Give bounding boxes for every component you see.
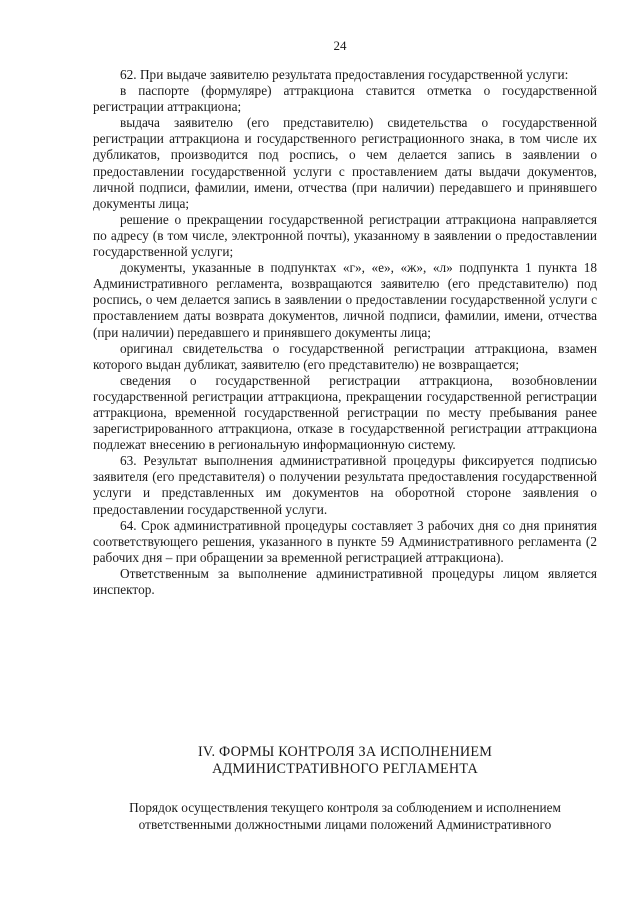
paragraph-62: 62. При выдаче заявителю результата предоставления государственной услуги:: [120, 67, 569, 82]
sub-heading-line-1: Порядок осуществления текущего контроля за соблюдением и исполнением: [129, 800, 561, 815]
sub-heading: [93, 800, 597, 833]
paragraph-original-certificate: оригинал свидетельства о государственной регистрации аттракциона, взамен которого выдан дубликат, заявителю (его представителю) не возвращается;: [93, 340, 597, 372]
paragraph-documents-return: документы, указанные в подпунктах «г», «е», «ж», «л» подпункта 1 пункта 18 Административного регламента, возвращаются заявителю (его представителю) под роспись, о чем делается запись в заявлении о предоставлении государственной услуги с проставлением даты возврата документов, личной подписи, фамилии, имени, отчества (при наличии) передавшего и принявшего документы лица;: [93, 260, 597, 340]
paragraph-63: 63. Результат выполнения административной процедуры фиксируется подписью заявителя (его представителя) о получении результата предоставления государственной услуги и представленных им документов на оборотной стороне заявления о предоставлении государственной услуги.: [93, 453, 597, 517]
paragraph-registration-info: сведения о государственной регистрации аттракциона, возобновлении государственной регистрации аттракциона, прекращении государственной регистрации аттракциона, временной государственной регистрации по месту пребывания ранее зарегистрированного аттракциона, отказе в государственной регистрации аттракциона подлежат внесению в региональную информационную систему.: [93, 372, 597, 453]
section-heading: [93, 744, 597, 778]
section-heading-line-2: АДМИНИСТРАТИВНОГО РЕГЛАМЕНТА: [212, 761, 478, 777]
section-heading-line-1: IV. ФОРМЫ КОНТРОЛЯ ЗА ИСПОЛНЕНИЕМ: [197, 744, 493, 760]
paragraph-passport-mark: в паспорте (формуляре) аттракциона ставится отметка о государственной регистрации аттракциона;: [93, 83, 597, 115]
paragraph-termination-decision: решение о прекращении государственной регистрации аттракциона направляется по адресу (в том числе, электронной почты), указанному в заявлении о предоставлении государственной услуги;: [93, 211, 597, 260]
paragraph-certificate-issue: выдача заявителю (его представителю) свидетельства о государственной регистрации аттракциона и государственного регистрационного знака, в том числе их дубликатов, производится под роспись, о чем делается запись в заявлении о предоставлении государственной услуги с проставлением даты выдачи документов, личной подписи, фамилии, имени, отчества (при наличии) передавшего и принявшего документы лица;: [93, 115, 597, 211]
sub-heading-line-2: ответственными должностными лицами положений Административного: [138, 816, 552, 832]
paragraph-64: 64. Срок административной процедуры составляет 3 рабочих дня со дня принятия соответствующего решения, указанного в пункте 59 Административного регламента (2 рабочих дня – при обращении за временной регистрацией аттракциона).: [93, 517, 597, 565]
document-body: [93, 67, 597, 598]
page-number: 24: [333, 38, 347, 53]
paragraph-responsible-person: Ответственным за выполнение административной процедуры лицом является инспектор.: [93, 565, 597, 597]
